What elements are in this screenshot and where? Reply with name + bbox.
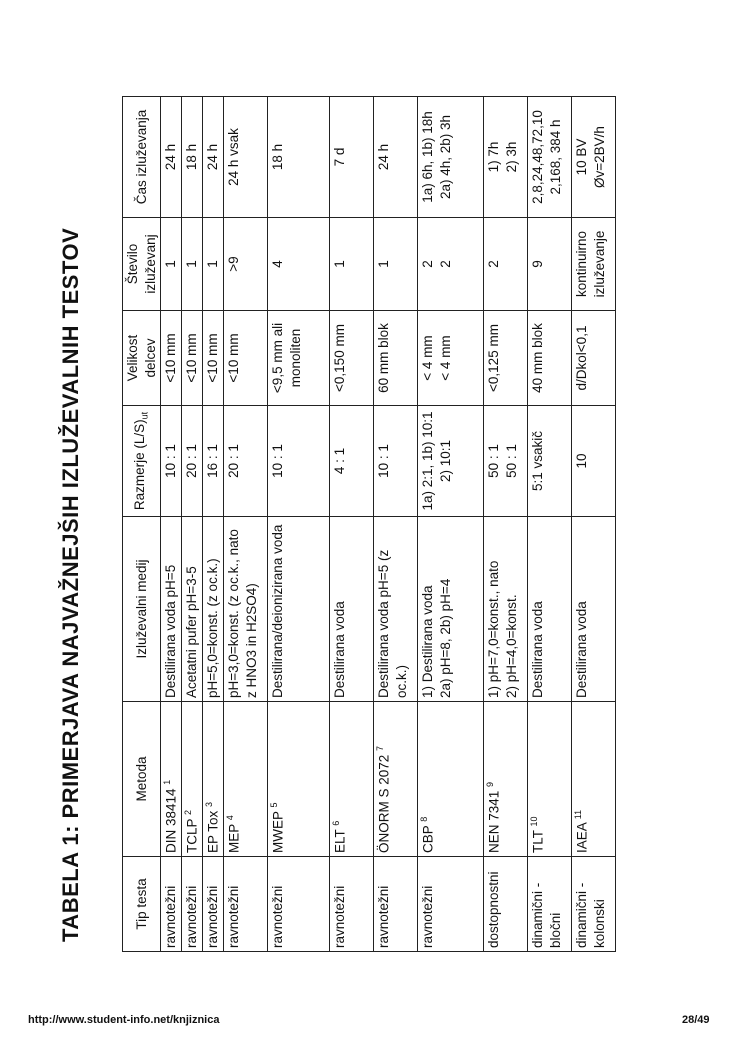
cell-stevilo: 1 xyxy=(374,218,418,311)
cell-razmerje: 1a) 2:1, 1b) 10:1 2) 10:1 xyxy=(418,406,484,517)
cell-medij: Acetatni pufer pH=3-5 xyxy=(182,517,203,702)
cell-cas: 24 h vsak xyxy=(224,97,268,218)
cell-medij: Destilirana voda xyxy=(330,517,374,702)
table-row xyxy=(374,97,418,952)
cell-metoda: CBP $^8$ xyxy=(418,702,484,857)
cell-metoda: MEP $^4$ xyxy=(224,702,268,857)
header-medij: Izluževalni medij xyxy=(123,517,161,702)
cell-medij: Destilirana voda xyxy=(572,517,616,702)
cell-metoda: DIN 38414 $^1$ xyxy=(161,702,182,857)
cell-razmerje: 20 : 1 xyxy=(182,406,203,517)
table-row xyxy=(484,97,528,952)
cell-medij: Destilirana voda xyxy=(528,517,572,702)
footnote-marker: 8 xyxy=(419,816,430,822)
cell-stevilo: 4 xyxy=(268,218,330,311)
footnote-marker: 2 xyxy=(183,809,194,815)
cell-cas: 1) 7h 2) 3h xyxy=(484,97,528,218)
cell-stevilo: 1 xyxy=(182,218,203,311)
cell-medij: Destilirana voda pH=5 (z oc.k.) xyxy=(374,517,418,702)
table-row xyxy=(224,97,268,952)
cell-stevilo: 1 xyxy=(161,218,182,311)
cell-tip: ravnotežni xyxy=(330,857,374,952)
table-row xyxy=(572,97,616,952)
cell-cas: 24 h xyxy=(374,97,418,218)
cell-medij: 1) pH=7,0=konst., nato 2) pH=4,0=konst. xyxy=(484,517,528,702)
cell-stevilo: 2 xyxy=(484,218,528,311)
header-stevilo: Število izluževanj xyxy=(123,218,161,311)
cell-cas: 2,8,24,48,72,10 2,168, 384 h xyxy=(528,97,572,218)
header-velikost: Velikost delcev xyxy=(123,311,161,406)
footnote-marker: 4 xyxy=(225,815,236,821)
cell-velikost: <10 mm xyxy=(182,311,203,406)
header-metoda: Metoda xyxy=(123,702,161,857)
cell-stevilo: 2 2 xyxy=(418,218,484,311)
cell-metoda: TLT $^{10}$ xyxy=(528,702,572,857)
cell-tip: dostopnostni xyxy=(484,857,528,952)
cell-razmerje: 10 xyxy=(572,406,616,517)
cell-razmerje: 10 : 1 xyxy=(268,406,330,517)
cell-velikost: d/Dkol<0,1 xyxy=(572,311,616,406)
cell-tip: ravnotežni xyxy=(203,857,224,952)
footnote-marker: 5 xyxy=(269,802,280,808)
cell-velikost: <10 mm xyxy=(224,311,268,406)
cell-razmerje: 20 : 1 xyxy=(224,406,268,517)
cell-metoda: IAEA $^{11}$ xyxy=(572,702,616,857)
cell-tip: dinamični - kolonski xyxy=(572,857,616,952)
cell-cas: 1a) 6h, 1b) 18h 2a) 4h, 2b) 3h xyxy=(418,97,484,218)
cell-medij: pH=3,0=konst. (z oc.k., nato z HNO3 in H2SO4) xyxy=(224,517,268,702)
cell-razmerje: 5:1 vsakič xyxy=(528,406,572,517)
cell-medij: pH=5,0=konst. (z oc.k.) xyxy=(203,517,224,702)
cell-cas: 18 h xyxy=(268,97,330,218)
cell-stevilo: >9 xyxy=(224,218,268,311)
cell-medij: Destilirana voda pH=5 xyxy=(161,517,182,702)
cell-velikost: <10 mm xyxy=(203,311,224,406)
table-row xyxy=(418,97,484,952)
table-body xyxy=(161,97,616,952)
cell-tip: ravnotežni xyxy=(161,857,182,952)
cell-tip: dinamični - bločni xyxy=(528,857,572,952)
cell-cas: 10 BV Øv=2BV/h xyxy=(572,97,616,218)
table-row xyxy=(161,97,182,952)
footnote-marker: 9 xyxy=(485,781,496,787)
footnote-marker: 7 xyxy=(375,745,386,751)
cell-medij: Destilirana/deionizirana voda xyxy=(268,517,330,702)
cell-velikost: <9,5 mm ali monoliten xyxy=(268,311,330,406)
cell-cas: 18 h xyxy=(182,97,203,218)
cell-stevilo: 1 xyxy=(330,218,374,311)
cell-razmerje: 16 : 1 xyxy=(203,406,224,517)
leaching-tests-table xyxy=(122,96,616,952)
cell-cas: 24 h xyxy=(203,97,224,218)
page-title: TABELA 1: PRIMERJAVA NAJVAŽNEJŠIH IZLUŽEVALNIH TESTOV xyxy=(58,227,83,942)
footnote-marker: 11 xyxy=(573,809,584,820)
cell-stevilo: 1 xyxy=(203,218,224,311)
table-row xyxy=(182,97,203,952)
cell-velikost: 60 mm blok xyxy=(374,311,418,406)
footnote-marker: 3 xyxy=(204,801,215,807)
cell-razmerje: 50 : 1 50 : 1 xyxy=(484,406,528,517)
footnote-marker: 6 xyxy=(331,820,342,826)
cell-velikost: <0,150 mm xyxy=(330,311,374,406)
cell-velikost: <10 mm xyxy=(161,311,182,406)
cell-metoda: TCLP $^2$ xyxy=(182,702,203,857)
table-row xyxy=(203,97,224,952)
page-number: 28/49 xyxy=(682,1014,710,1026)
cell-metoda: NEN 7341 $^9$ xyxy=(484,702,528,857)
cell-razmerje: 10 : 1 xyxy=(161,406,182,517)
header-razmerje: Razmerje $(L/S)_{ut}$ xyxy=(123,406,161,517)
footer-url[interactable]: http://www.student-info.net/knjiznica xyxy=(28,1014,220,1026)
cell-tip: ravnotežni xyxy=(224,857,268,952)
table-row xyxy=(268,97,330,952)
footnote-marker: 10 xyxy=(529,816,540,827)
table-row xyxy=(528,97,572,952)
cell-razmerje: 10 : 1 xyxy=(374,406,418,517)
cell-cas: 7 d xyxy=(330,97,374,218)
cell-tip: ravnotežni xyxy=(374,857,418,952)
cell-tip: ravnotežni xyxy=(418,857,484,952)
cell-velikost: 40 mm blok xyxy=(528,311,572,406)
footnote-marker: 1 xyxy=(162,779,173,785)
cell-tip: ravnotežni xyxy=(268,857,330,952)
table-row xyxy=(330,97,374,952)
cell-stevilo: 9 xyxy=(528,218,572,311)
cell-tip: ravnotežni xyxy=(182,857,203,952)
cell-metoda: ELT $^6$ xyxy=(330,702,374,857)
cell-metoda: ÖNORM S 2072 $^7$ xyxy=(374,702,418,857)
cell-razmerje: 4 : 1 xyxy=(330,406,374,517)
cell-velikost: <0,125 mm xyxy=(484,311,528,406)
cell-metoda: EP Tox $^3$ xyxy=(203,702,224,857)
table-header-row xyxy=(123,97,161,952)
cell-cas: 24 h xyxy=(161,97,182,218)
header-cas: Čas izluževanja xyxy=(123,97,161,218)
cell-medij: 1) Destilirana voda 2a) pH=8, 2b) pH=4 xyxy=(418,517,484,702)
header-tip-testa: Tip testa xyxy=(123,857,161,952)
cell-stevilo: kontinuirno izluževanje xyxy=(572,218,616,311)
rotated-page xyxy=(0,70,750,1000)
cell-metoda: MWEP $^5$ xyxy=(268,702,330,857)
cell-velikost: < 4 mm < 4 mm xyxy=(418,311,484,406)
